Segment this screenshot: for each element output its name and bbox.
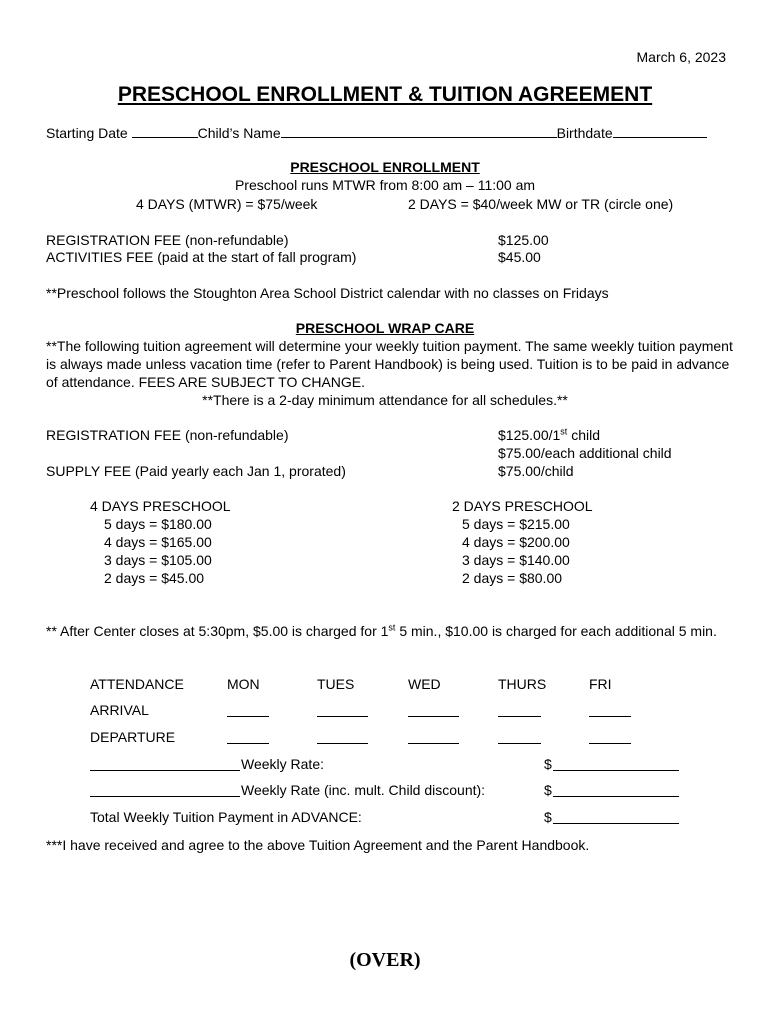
- arrival-tues-field[interactable]: [317, 702, 368, 717]
- two-day-rate-row: 2 days = $80.00: [462, 570, 563, 586]
- wrap-reg-fee-value: [498, 426, 600, 444]
- dollar-sign: $: [544, 782, 552, 798]
- over-indicator: (OVER): [349, 949, 421, 971]
- enrollment-hours: Preschool runs MTWR from 8:00 am – 11:00 am: [234, 177, 536, 193]
- discount-rate-amount-field[interactable]: [553, 782, 679, 797]
- weekly-rate-days-field[interactable]: [90, 756, 240, 771]
- day-header-thurs: THURS: [498, 676, 547, 692]
- day-header-mon: MON: [227, 676, 260, 692]
- two-day-preschool-heading: 2 DAYS PRESCHOOL: [452, 498, 593, 514]
- late-note-part1: ** After Center closes at 5:30pm, $5.00 is charged for 1: [46, 623, 389, 639]
- late-note-ordinal: st: [388, 622, 396, 633]
- reg-fee-amount: $125.00/1: [498, 427, 561, 443]
- departure-fri-field[interactable]: [589, 729, 631, 744]
- child-name-label: Child’s Name: [197, 125, 281, 141]
- tuition-agreement-paragraph: **The following tuition agreement will determine your weekly tuition payment. The same weekly tuition payment is always made unless vacation time (refer to Parent Handbook) is being used. Tuition is to be paid in advance of attendance. FEES ARE SUBJECT TO CHANGE.: [46, 338, 733, 390]
- arrival-fri-field[interactable]: [589, 702, 631, 717]
- two-day-rate-row: 4 days = $200.00: [462, 534, 570, 550]
- four-day-rate-row: 2 days = $45.00: [104, 570, 205, 586]
- dollar-sign: $: [544, 756, 552, 772]
- attendance-label: ATTENDANCE: [90, 676, 184, 692]
- departure-mon-field[interactable]: [227, 729, 269, 744]
- additional-child-fee: $75.00/each additional child: [498, 445, 672, 461]
- total-payment-amount-field[interactable]: [553, 809, 679, 824]
- starting-date-label: Starting Date: [46, 125, 128, 141]
- arrival-mon-field[interactable]: [227, 702, 269, 717]
- supply-fee-value: $75.00/child: [498, 463, 574, 479]
- total-payment-label: Total Weekly Tuition Payment in ADVANCE:: [90, 809, 362, 825]
- late-pickup-note: [46, 622, 736, 640]
- reg-fee-child: child: [567, 427, 600, 443]
- reg-fee-ordinal: st: [560, 426, 568, 437]
- day-header-fri: FRI: [589, 676, 612, 692]
- four-day-rate-row: 3 days = $105.00: [104, 552, 212, 568]
- arrival-wed-field[interactable]: [408, 702, 459, 717]
- birthdate-field[interactable]: [613, 123, 707, 138]
- enrollment-reg-fee-label: REGISTRATION FEE (non-refundable): [46, 232, 289, 248]
- four-day-preschool-heading: 4 DAYS PRESCHOOL: [90, 498, 231, 514]
- arrival-label: ARRIVAL: [90, 702, 149, 718]
- document-date: March 6, 2023: [636, 49, 726, 65]
- weekly-rate-label: Weekly Rate:: [241, 756, 324, 772]
- two-day-rate-row: 3 days = $140.00: [462, 552, 570, 568]
- departure-label: DEPARTURE: [90, 729, 176, 745]
- four-days-rate: 4 DAYS (MTWR) = $75/week: [136, 196, 318, 212]
- enrollment-reg-fee-value: $125.00: [498, 232, 549, 248]
- minimum-attendance-note: **There is a 2-day minimum attendance for all schedules.**: [202, 392, 568, 408]
- child-name-field[interactable]: [281, 123, 557, 138]
- wrap-care-heading: PRESCHOOL WRAP CARE: [295, 320, 475, 336]
- two-day-rate-row: 5 days = $215.00: [462, 516, 570, 532]
- weekly-rate-amount-field[interactable]: [553, 756, 679, 771]
- late-note-part2: 5 min., $10.00 is charged for each additional 5 min.: [395, 623, 717, 639]
- departure-thurs-field[interactable]: [498, 729, 541, 744]
- discount-rate-label: Weekly Rate (inc. mult. Child discount):: [241, 782, 486, 798]
- four-day-rate-row: 5 days = $180.00: [104, 516, 212, 532]
- supply-fee-label: SUPPLY FEE (Paid yearly each Jan 1, prorated): [46, 463, 346, 479]
- day-header-tues: TUES: [317, 676, 355, 692]
- calendar-note: **Preschool follows the Stoughton Area School District calendar with no classes on Fridays: [46, 285, 609, 301]
- info-line: [46, 123, 707, 142]
- arrival-thurs-field[interactable]: [498, 702, 541, 717]
- dollar-sign: $: [544, 809, 552, 825]
- day-header-wed: WED: [408, 676, 441, 692]
- four-day-rate-row: 4 days = $165.00: [104, 534, 212, 550]
- discount-rate-days-field[interactable]: [90, 782, 240, 797]
- departure-wed-field[interactable]: [408, 729, 459, 744]
- starting-date-field[interactable]: [132, 123, 198, 138]
- agreement-statement: ***I have received and agree to the above Tuition Agreement and the Parent Handbook.: [46, 837, 590, 853]
- activities-fee-value: $45.00: [498, 249, 541, 265]
- birthdate-label: Birthdate: [556, 125, 613, 141]
- page-title: PRESCHOOL ENROLLMENT & TUITION AGREEMENT: [117, 83, 653, 106]
- wrap-reg-fee-label: REGISTRATION FEE (non-refundable): [46, 427, 289, 443]
- two-days-rate: 2 DAYS = $40/week MW or TR (circle one): [408, 196, 674, 212]
- enrollment-heading: PRESCHOOL ENROLLMENT: [290, 159, 480, 175]
- activities-fee-label: ACTIVITIES FEE (paid at the start of fall program): [46, 249, 357, 265]
- departure-tues-field[interactable]: [317, 729, 368, 744]
